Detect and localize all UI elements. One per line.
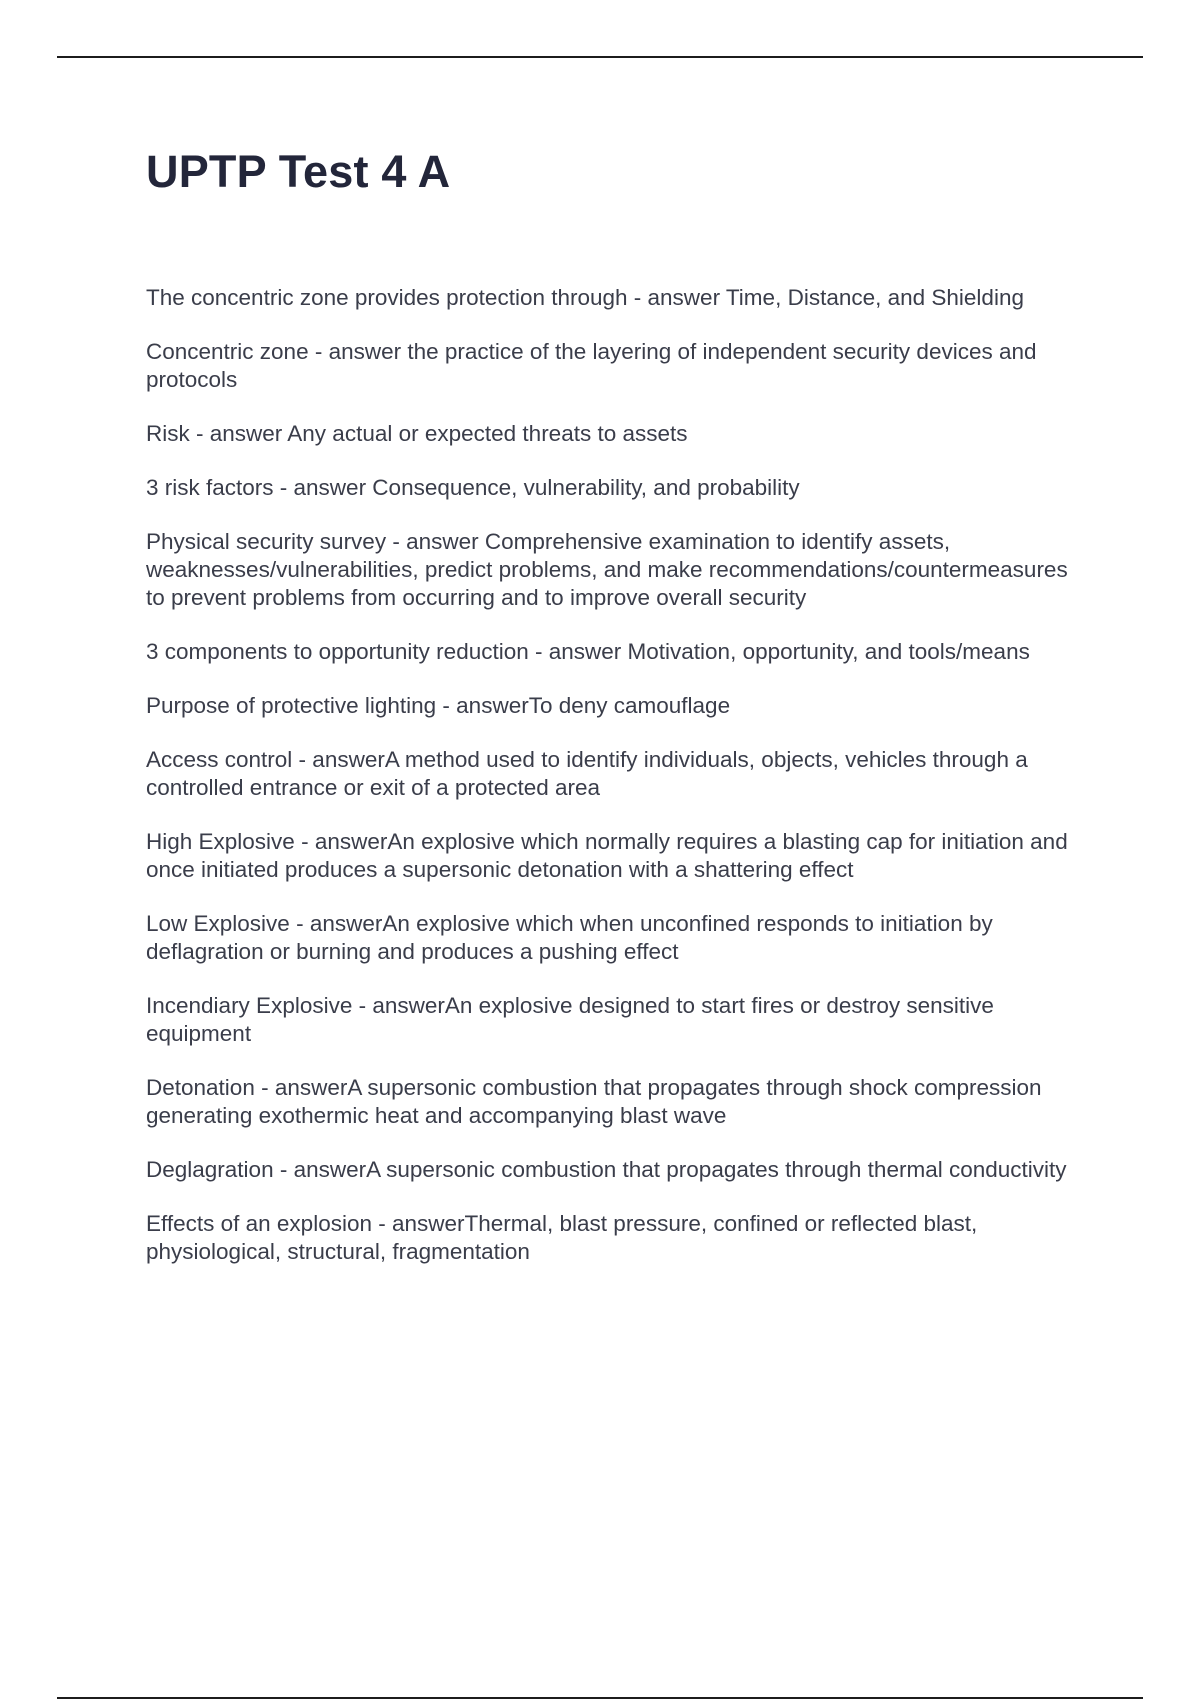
qa-item-6: 3 components to opportunity reduction - answer Motivation, opportunity, and tools/means: [146, 639, 1030, 664]
top-divider: [57, 56, 1143, 58]
qa-list: [146, 284, 1086, 1292]
qa-item-9: High Explosive - answerAn explosive which normally requires a blasting cap for initiation and once initiated produces a supersonic detonation with a shattering effect: [146, 829, 1068, 882]
qa-item-5: Physical security survey - answer Comprehensive examination to identify assets, weaknesses/vulnerabilities, predict problems, and make recommendations/countermeasures to prevent problems from occurring and to improve overall security: [146, 529, 1068, 610]
qa-item-14: Effects of an explosion - answerThermal, blast pressure, confined or reflected blast, physiological, structural, fragmentation: [146, 1211, 978, 1264]
qa-item-12: Detonation - answerA supersonic combustion that propagates through shock compression generating exothermic heat and accompanying blast wave: [146, 1075, 1042, 1128]
qa-item-4: 3 risk factors - answer Consequence, vulnerability, and probability: [146, 475, 800, 500]
qa-item-11: Incendiary Explosive - answerAn explosive designed to start fires or destroy sensitive equipment: [146, 993, 994, 1046]
bottom-divider: [57, 1697, 1143, 1699]
qa-item-13: Deglagration - answerA supersonic combustion that propagates through thermal conductivity: [146, 1157, 1067, 1182]
qa-item-7: Purpose of protective lighting - answerTo deny camouflage: [146, 693, 731, 718]
qa-item-8: Access control - answerA method used to identify individuals, objects, vehicles through a controlled entrance or exit of a protected area: [146, 747, 1028, 800]
qa-item-2: Concentric zone - answer the practice of the layering of independent security devices and protocols: [146, 339, 1037, 392]
page-title: UPTP Test 4 A: [146, 146, 451, 197]
qa-item-10: Low Explosive - answerAn explosive which when unconfined responds to initiation by deflagration or burning and produces a pushing effect: [146, 911, 993, 964]
qa-item-1: The concentric zone provides protection through - answer Time, Distance, and Shielding: [146, 285, 1024, 310]
qa-item-3: Risk - answer Any actual or expected threats to assets: [146, 421, 688, 446]
